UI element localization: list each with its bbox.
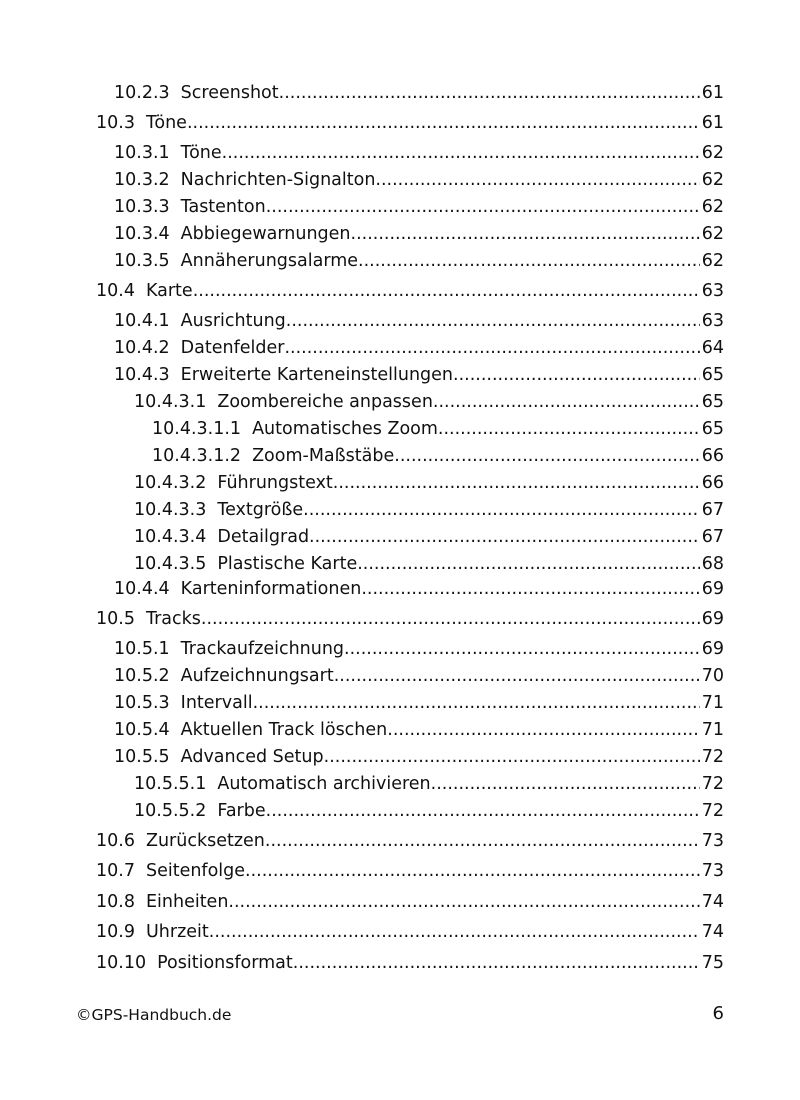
- toc-entry-page: 69: [701, 639, 724, 659]
- footer-copyright: ©GPS-Handbuch.de: [76, 1006, 232, 1024]
- toc-entry-page: 66: [701, 446, 724, 466]
- toc-entry-page: 72: [701, 801, 724, 821]
- toc-leader-dots: [222, 140, 700, 166]
- toc-entry-title: Advanced Setup: [180, 747, 324, 767]
- toc-entry-page: 73: [701, 831, 724, 851]
- toc-entry-page: 62: [701, 143, 724, 163]
- toc-entry[interactable]: [134, 470, 724, 496]
- toc-entry-title: Einheiten: [145, 892, 229, 912]
- toc-leader-dots: [286, 308, 700, 334]
- toc-entry-page: 69: [701, 579, 724, 599]
- toc-leader-dots: [284, 335, 699, 361]
- toc-entry-title: Karte: [145, 281, 193, 301]
- toc-entry-number: 10.4.3.3: [134, 500, 207, 520]
- toc-entry-page: 75: [701, 953, 724, 973]
- toc-entry-number: 10.4.3.1.2: [152, 446, 242, 466]
- toc-leader-dots: [266, 798, 700, 824]
- toc-leader-dots: [187, 110, 700, 136]
- toc-leader-dots: [387, 717, 699, 743]
- toc-leader-dots: [358, 248, 700, 274]
- toc-leader-dots: [201, 606, 700, 632]
- toc-entry-page: 65: [701, 419, 724, 439]
- toc-entry-title: Karteninformationen: [180, 579, 362, 599]
- toc-entry[interactable]: [152, 416, 724, 442]
- toc-entry[interactable]: [96, 606, 724, 632]
- toc-entry[interactable]: [152, 443, 724, 469]
- toc-entry[interactable]: [134, 497, 724, 523]
- toc-leader-dots: [309, 524, 700, 550]
- toc-entry-title: Aktuellen Track löschen: [180, 720, 388, 740]
- toc-entry-number: 10.7: [96, 861, 135, 881]
- footer-page-number: 6: [712, 1003, 724, 1024]
- toc-entry-page: 63: [701, 281, 724, 301]
- toc-entry-number: 10.4: [96, 281, 135, 301]
- toc-entry[interactable]: [114, 335, 724, 361]
- toc-leader-dots: [293, 950, 700, 976]
- toc-leader-dots: [433, 389, 700, 415]
- toc-entry[interactable]: [96, 110, 724, 136]
- toc-entry[interactable]: [114, 167, 724, 193]
- toc-entry-page: 61: [701, 113, 724, 133]
- toc-entry[interactable]: [114, 744, 724, 770]
- toc-leader-dots: [394, 443, 699, 469]
- toc-entry[interactable]: [114, 636, 724, 662]
- toc-entry-page: 65: [701, 392, 724, 412]
- toc-entry-title: Plastische Karte: [217, 554, 358, 574]
- toc-leader-dots: [265, 828, 700, 854]
- toc-entry-title: Abbiegewarnungen: [180, 224, 351, 244]
- toc-entry-page: 71: [701, 720, 724, 740]
- toc-entry-title: Zoom-Maßstäbe: [252, 446, 395, 466]
- toc-entry[interactable]: [134, 524, 724, 550]
- toc-entry[interactable]: [96, 858, 724, 884]
- toc-leader-dots: [357, 551, 700, 577]
- toc-leader-dots: [361, 576, 699, 602]
- toc-entry-page: 67: [701, 527, 724, 547]
- toc-entry-page: 63: [701, 311, 724, 331]
- toc-leader-dots: [279, 80, 700, 106]
- toc-entry-page: 72: [701, 774, 724, 794]
- toc-entry[interactable]: [114, 663, 724, 689]
- toc-entry-page: 74: [701, 892, 724, 912]
- toc-entry[interactable]: [114, 308, 724, 334]
- toc-entry-number: 10.9: [96, 922, 135, 942]
- toc-entry[interactable]: [134, 798, 724, 824]
- toc-entry-number: 10.4.4: [114, 579, 170, 599]
- toc-entry-number: 10.10: [96, 953, 147, 973]
- toc-entry-number: 10.3.3: [114, 197, 170, 217]
- toc-entry-number: 10.8: [96, 892, 135, 912]
- toc-entry-title: Automatisches Zoom: [252, 419, 438, 439]
- toc-entry-page: 70: [701, 666, 724, 686]
- toc-entry[interactable]: [114, 140, 724, 166]
- toc-leader-dots: [228, 889, 699, 915]
- toc-entry-number: 10.4.3: [114, 365, 170, 385]
- toc-entry-page: 72: [701, 747, 724, 767]
- toc-entry-number: 10.4.3.1.1: [152, 419, 242, 439]
- toc-entry-number: 10.3: [96, 113, 135, 133]
- toc-entry[interactable]: [134, 389, 724, 415]
- toc-entry-number: 10.4.3.2: [134, 473, 207, 493]
- toc-entry-title: Tracks: [145, 609, 201, 629]
- toc-entry[interactable]: [114, 690, 724, 716]
- toc-entry-number: 10.4.3.4: [134, 527, 207, 547]
- toc-leader-dots: [193, 278, 700, 304]
- toc-entry-title: Erweiterte Karteneinstellungen: [180, 365, 454, 385]
- toc-entry-number: 10.5.5: [114, 747, 170, 767]
- toc-leader-dots: [375, 167, 699, 193]
- toc-entry-title: Nachrichten-Signalton: [180, 170, 376, 190]
- toc-entry[interactable]: [134, 771, 724, 797]
- toc-entry-page: 73: [701, 861, 724, 881]
- toc-entry-title: Automatisch archivieren: [217, 774, 431, 794]
- toc-entry-page: 62: [701, 224, 724, 244]
- toc-entry-number: 10.3.1: [114, 143, 170, 163]
- toc-entry-title: Datenfelder: [180, 338, 285, 358]
- toc-entry-page: 65: [701, 365, 724, 385]
- toc-leader-dots: [209, 919, 700, 945]
- toc-entry-title: Detailgrad: [217, 527, 310, 547]
- toc-entry-number: 10.5.2: [114, 666, 170, 686]
- toc-entry-title: Töne: [180, 143, 222, 163]
- toc-leader-dots: [344, 636, 700, 662]
- toc-entry-number: 10.5.5.2: [134, 801, 207, 821]
- toc-entry[interactable]: [134, 551, 724, 577]
- toc-entry[interactable]: [114, 221, 724, 247]
- toc-leader-dots: [303, 497, 700, 523]
- toc-entry-title: Screenshot: [180, 83, 279, 103]
- toc-leader-dots: [351, 221, 700, 247]
- toc-entry[interactable]: [96, 889, 724, 915]
- toc-entry[interactable]: [114, 194, 724, 220]
- toc-entry-title: Töne: [145, 113, 187, 133]
- toc-entry-number: 10.4.2: [114, 338, 170, 358]
- toc-entry-number: 10.5.3: [114, 693, 170, 713]
- toc-entry-number: 10.5.4: [114, 720, 170, 740]
- toc-entry-page: 62: [701, 251, 724, 271]
- toc-entry-title: Zurücksetzen: [145, 831, 265, 851]
- toc-entry[interactable]: [114, 362, 724, 388]
- toc-entry-page: 61: [701, 83, 724, 103]
- toc-entry-number: 10.5.5.1: [134, 774, 207, 794]
- toc-entry-number: 10.4.1: [114, 311, 170, 331]
- toc-leader-dots: [253, 690, 700, 716]
- toc-entry-page: 68: [701, 554, 724, 574]
- toc-entry[interactable]: [96, 919, 724, 945]
- toc-entry[interactable]: [114, 248, 724, 274]
- toc-entry-title: Positionsformat: [157, 953, 293, 973]
- toc-entry-number: 10.5: [96, 609, 135, 629]
- toc-entry-title: Intervall: [180, 693, 253, 713]
- toc-entry-page: 74: [701, 922, 724, 942]
- toc-entry-page: 66: [701, 473, 724, 493]
- toc-entry-page: 71: [701, 693, 724, 713]
- toc-entry-title: Zoombereiche anpassen: [217, 392, 433, 412]
- toc-entry-title: Ausrichtung: [180, 311, 286, 331]
- toc-entry-number: 10.5.1: [114, 639, 170, 659]
- toc-entry-number: 10.3.4: [114, 224, 170, 244]
- toc-leader-dots: [431, 771, 700, 797]
- toc-entry-page: 67: [701, 500, 724, 520]
- toc-entry-page: 64: [701, 338, 724, 358]
- toc-entry-number: 10.2.3: [114, 83, 170, 103]
- toc-entry-title: Tastenton: [180, 197, 266, 217]
- toc-entry-page: 69: [701, 609, 724, 629]
- toc-entry[interactable]: [96, 278, 724, 304]
- toc-entry[interactable]: [114, 80, 724, 106]
- toc-entry-title: Führungstext: [217, 473, 333, 493]
- toc-entry-page: 62: [701, 197, 724, 217]
- toc-entry-number: 10.4.3.1: [134, 392, 207, 412]
- toc-leader-dots: [453, 362, 700, 388]
- toc-leader-dots: [438, 416, 700, 442]
- toc-entry-title: Annäherungsalarme: [180, 251, 359, 271]
- toc-entry-number: 10.6: [96, 831, 135, 851]
- toc-entry-title: Uhrzeit: [145, 922, 209, 942]
- toc-leader-dots: [324, 744, 700, 770]
- toc-entry-title: Farbe: [217, 801, 266, 821]
- toc-leader-dots: [266, 194, 700, 220]
- toc-entry-number: 10.3.2: [114, 170, 170, 190]
- toc-entry-number: 10.3.5: [114, 251, 170, 271]
- toc-entry[interactable]: [96, 828, 724, 854]
- toc-entry-title: Aufzeichnungsart: [180, 666, 334, 686]
- toc-entry[interactable]: [114, 576, 724, 602]
- toc-entry-title: Seitenfolge: [145, 861, 246, 881]
- toc-leader-dots: [333, 470, 700, 496]
- toc-entry-title: Trackaufzeichnung: [180, 639, 345, 659]
- toc-entry-title: Textgröße: [217, 500, 304, 520]
- toc-entry[interactable]: [114, 717, 724, 743]
- toc-entry-page: 62: [701, 170, 724, 190]
- toc-leader-dots: [245, 858, 700, 884]
- toc-entry-number: 10.4.3.5: [134, 554, 207, 574]
- toc-leader-dots: [334, 663, 700, 689]
- toc-entry[interactable]: [96, 950, 724, 976]
